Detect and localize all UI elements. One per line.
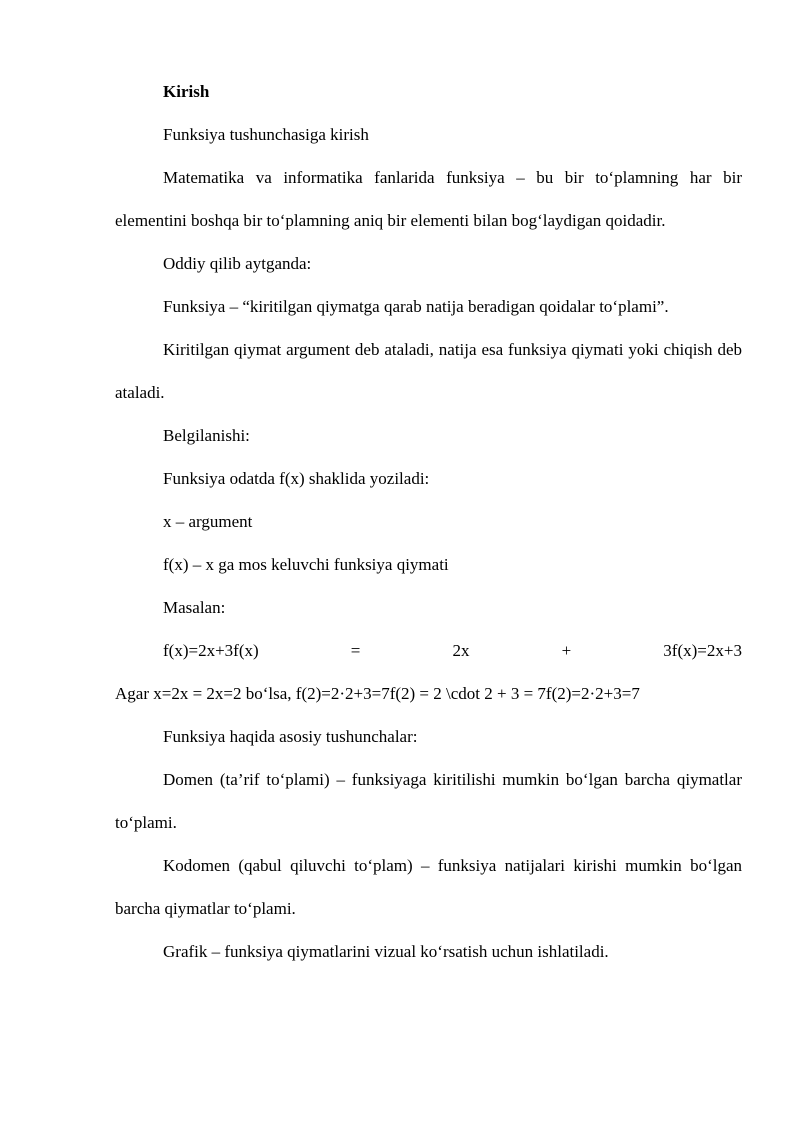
formula-continuation: Agar x=2x = 2x=2 bo‘lsa, f(2)=2·2+3=7f(2) = 2 \cdot 2 + 3 = 7f(2)=2·2+3=7 [115, 684, 640, 703]
document-body [115, 70, 742, 973]
formula-part: 2x [452, 641, 470, 660]
paragraph-example-heading: Masalan: [163, 598, 226, 617]
paragraph-definition: Matematika va informatika fanlarida funksiya – bu bir to‘plamning har bir elementini boshqa bir to‘plamning aniq bir elementi bilan bog‘laydigan qoidadir. [115, 168, 742, 230]
formula-part: f(x)=2x+3f(x) [163, 641, 259, 660]
paragraph-domain: Domen (ta’rif to‘plami) – funksiyaga kiritilishi mumkin bo‘lgan barcha qiymatlar to‘plami. [115, 770, 742, 832]
paragraph-notation-heading: Belgilanishi: [163, 426, 250, 445]
formula-part: 3f(x)=2x+3 [663, 641, 742, 660]
paragraph-value-def: f(x) – x ga mos keluvchi funksiya qiymati [163, 555, 449, 574]
paragraph-notation: Funksiya odatda f(x) shaklida yoziladi: [163, 469, 430, 488]
paragraph-basic-concepts: Funksiya haqida asosiy tushunchalar: [163, 727, 418, 746]
paragraph-graph: Grafik – funksiya qiymatlarini vizual ko‘rsatish uchun ishlatiladi. [163, 942, 609, 961]
paragraph-codomain: Kodomen (qabul qiluvchi to‘plam) – funksiya natijalari kirishi mumkin bo‘lgan barcha qiymatlar to‘plami. [115, 856, 742, 918]
formula-part: = [350, 641, 361, 660]
paragraph-argument: Kiritilgan qiymat argument deb ataladi, natija esa funksiya qiymati yoki chiqish deb ataladi. [115, 340, 742, 402]
paragraph-argument-def: x – argument [163, 512, 253, 531]
paragraph-simply-put: Oddiy qilib aytganda: [163, 254, 312, 273]
paragraph-function-quote: Funksiya – “kiritilgan qiymatga qarab natija beradigan qoidalar to‘plami”. [163, 297, 669, 316]
section-heading: Kirish [163, 82, 210, 101]
formula-part: + [561, 641, 572, 660]
formula-line [115, 629, 742, 672]
section-subheading: Funksiya tushunchasiga kirish [163, 125, 369, 144]
